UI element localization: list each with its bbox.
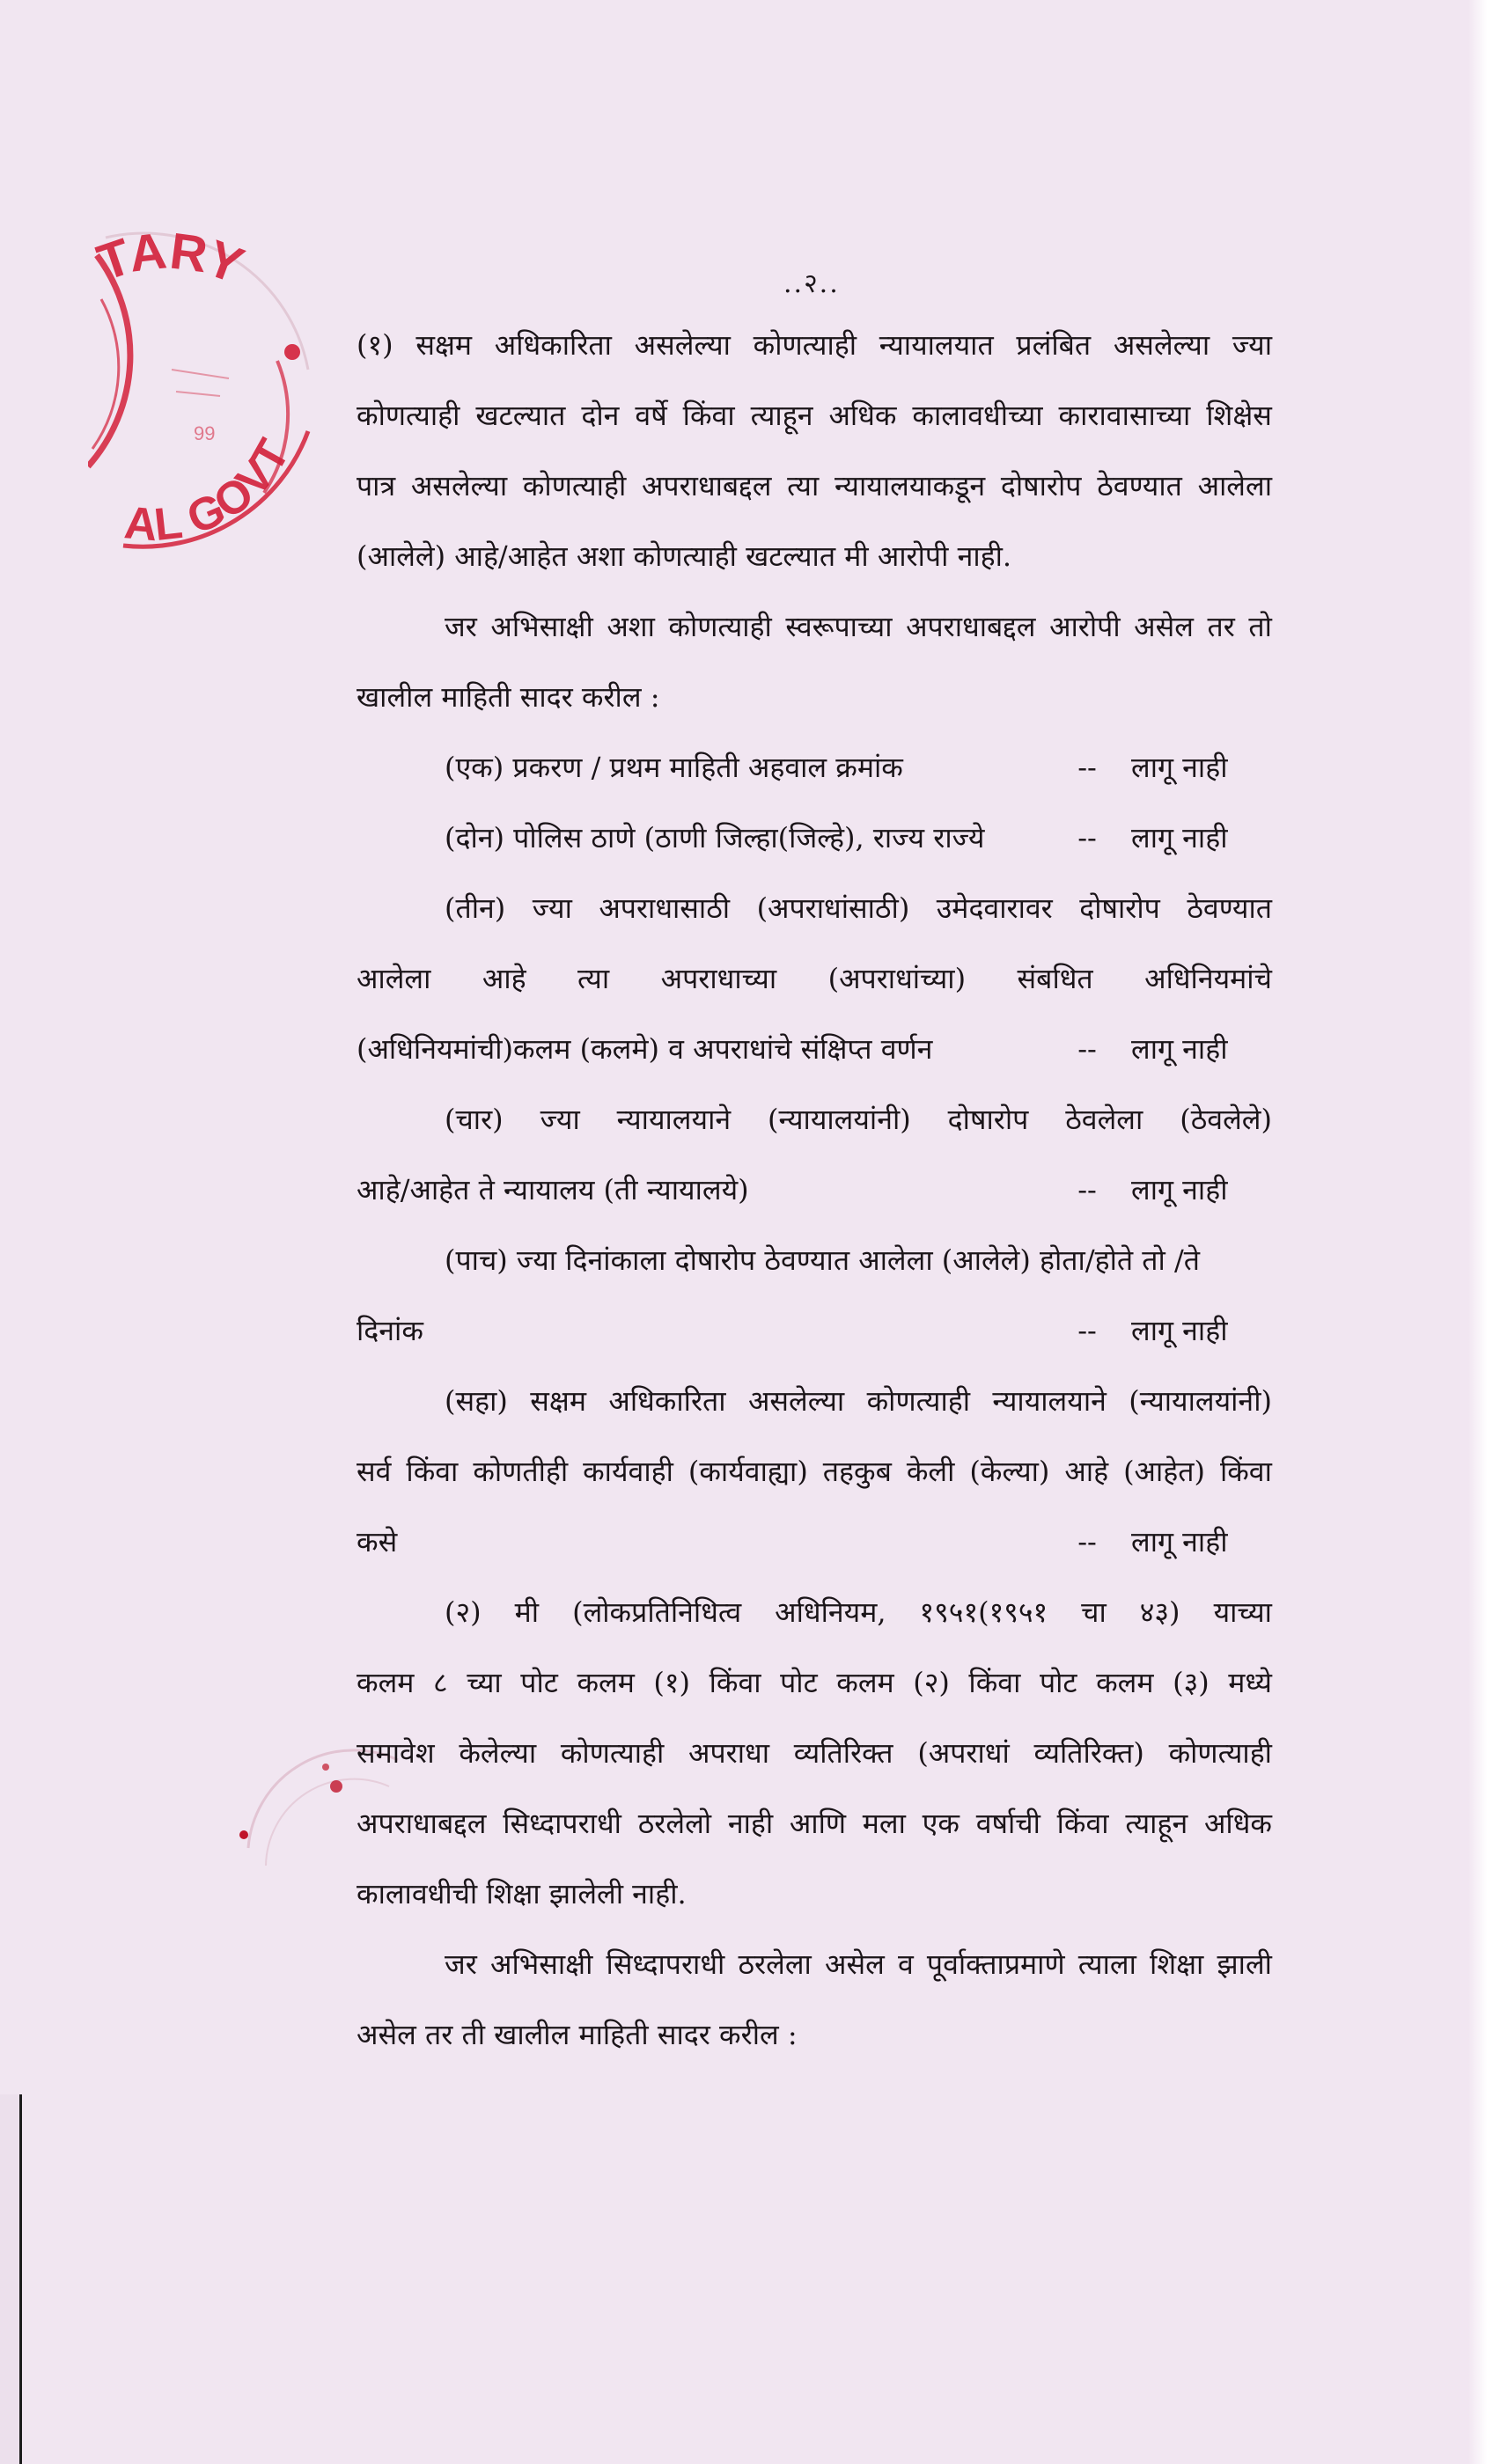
word: ज्या bbox=[532, 891, 572, 925]
word: पोट bbox=[1039, 1666, 1077, 1699]
word: कार्यवाही bbox=[583, 1455, 673, 1488]
word: मला bbox=[862, 1807, 906, 1840]
word: ४३) bbox=[1139, 1595, 1180, 1629]
word: असलेल्या bbox=[410, 469, 508, 502]
word: ठेवलेला bbox=[1065, 1103, 1143, 1136]
word: अधिनियम, bbox=[775, 1595, 886, 1629]
item-pach-dash: -- bbox=[1077, 1314, 1097, 1347]
item-don-value: लागू नाही bbox=[1131, 821, 1228, 854]
word: अपराधाबद्दल bbox=[357, 1807, 487, 1840]
para2-line2: खालील माहिती सादर करील : bbox=[357, 680, 660, 714]
word: कारावासाच्या bbox=[1058, 399, 1191, 432]
word: पूर्वाक्ताप्रमाणे bbox=[926, 1947, 1065, 1981]
word: (न्यायालयांनी) bbox=[768, 1103, 911, 1136]
word: (चार) bbox=[445, 1103, 504, 1136]
para4-line2: असेल तर ती खालील माहिती सादर करील : bbox=[357, 2018, 798, 2051]
word: ८ bbox=[432, 1666, 448, 1699]
word: ठेवण्यात bbox=[1097, 469, 1182, 502]
word: आरोपी bbox=[1049, 610, 1121, 643]
word: ठरलेलो bbox=[637, 1807, 712, 1840]
word: (३) bbox=[1173, 1666, 1210, 1699]
para1-line2 bbox=[357, 380, 1272, 451]
item-saha-line1 bbox=[357, 1366, 1272, 1436]
word: कोणत्याही bbox=[357, 399, 460, 432]
word: अधिक bbox=[828, 399, 897, 432]
word: (अपराधां bbox=[917, 1736, 1010, 1770]
page-number: ..२.. bbox=[783, 268, 840, 299]
word: तो bbox=[1248, 610, 1272, 643]
word: शिक्षा bbox=[1150, 1947, 1204, 1981]
word: स्वरूपाच्या bbox=[785, 610, 893, 643]
word: व्यतिरिक्त bbox=[793, 1736, 893, 1770]
word: न्यायालयात bbox=[879, 328, 994, 362]
word: (तीन) bbox=[445, 891, 506, 925]
item-ek-value: लागू नाही bbox=[1131, 751, 1228, 784]
word: (२) bbox=[913, 1666, 950, 1699]
item-ek-dash: -- bbox=[1077, 751, 1097, 784]
word: केलेल्या bbox=[459, 1736, 537, 1770]
word: अभिसाक्षी bbox=[490, 610, 593, 643]
word: कलम bbox=[357, 1666, 415, 1699]
word: न्यायालयाने bbox=[992, 1384, 1107, 1418]
word: आहे bbox=[482, 962, 526, 995]
word: संबधित bbox=[1017, 962, 1093, 995]
item-don-label: (दोन) पोलिस ठाणे (ठाणी जिल्हा(जिल्हे), राज्य राज्ये bbox=[445, 821, 985, 854]
word: ज्या bbox=[1232, 328, 1272, 362]
word: असलेल्या bbox=[747, 1384, 845, 1418]
word: (सहा) bbox=[445, 1384, 508, 1418]
word: असलेल्या bbox=[1113, 328, 1210, 362]
word: एक bbox=[922, 1807, 960, 1840]
word: व्यतिरिक्त) bbox=[1033, 1736, 1144, 1770]
item-saha-line2 bbox=[357, 1436, 1272, 1507]
official-stamp bbox=[88, 202, 317, 554]
para2-line1 bbox=[357, 591, 1272, 662]
word: वर्षे bbox=[635, 399, 667, 432]
word: कोणत्याही bbox=[522, 469, 627, 502]
page-edge-right bbox=[1468, 0, 1500, 2464]
word: कोणत्याही bbox=[753, 328, 857, 362]
word: दोषारोप bbox=[947, 1103, 1029, 1136]
item-char-value: लागू नाही bbox=[1131, 1173, 1228, 1206]
word: आलेला bbox=[1197, 469, 1272, 502]
word: प्रलंबित bbox=[1016, 328, 1092, 362]
word: सक्षम bbox=[530, 1384, 586, 1418]
word: कोणत्याही bbox=[560, 1736, 665, 1770]
word: पात्र bbox=[357, 469, 396, 502]
item-teen-row bbox=[357, 1014, 1272, 1084]
stamp-year: 99 bbox=[194, 422, 216, 444]
item-don-row bbox=[357, 803, 1272, 873]
word: चा bbox=[1081, 1595, 1107, 1629]
item-char-row bbox=[357, 1155, 1272, 1225]
word: किंवा bbox=[682, 399, 735, 432]
svg-text:TARY bbox=[91, 222, 251, 295]
word: आहे bbox=[1064, 1455, 1109, 1488]
word: किंवा bbox=[1056, 1807, 1109, 1840]
word: दोषारोप bbox=[1000, 469, 1082, 502]
word: आणि bbox=[789, 1807, 847, 1840]
word: सक्षम bbox=[415, 328, 473, 362]
word: १९५१(१९५१ bbox=[919, 1595, 1048, 1629]
word: न्यायालयाने bbox=[616, 1103, 732, 1136]
word: (आहेत) bbox=[1123, 1455, 1205, 1488]
word: (अपराधांसाठी) bbox=[756, 891, 910, 925]
word: सिध्दापराधी bbox=[503, 1807, 621, 1840]
item-char-dash: -- bbox=[1077, 1173, 1097, 1206]
word: असलेल्या bbox=[634, 328, 731, 362]
word: (१) bbox=[653, 1666, 691, 1699]
word: समावेश bbox=[357, 1736, 435, 1770]
para1-line3 bbox=[357, 451, 1272, 521]
word: खटल्यात bbox=[475, 399, 566, 432]
svg-text:AL GOVT bbox=[122, 431, 300, 551]
word: जर bbox=[445, 610, 477, 643]
word: कोणत्याही bbox=[668, 610, 772, 643]
word: तर bbox=[1207, 610, 1235, 643]
word: मध्ये bbox=[1228, 1666, 1272, 1699]
word: कोणतीही bbox=[473, 1455, 569, 1488]
item-pach-value: लागू नाही bbox=[1131, 1314, 1228, 1347]
word: याच्या bbox=[1213, 1595, 1272, 1629]
word: किंवा bbox=[1219, 1455, 1272, 1488]
item-teen-line2 bbox=[357, 943, 1272, 1014]
word: कलम bbox=[1096, 1666, 1154, 1699]
word: त्याला bbox=[1077, 1947, 1136, 1981]
word: अधिकारिता bbox=[608, 1384, 726, 1418]
stamp-text-top: TARY bbox=[90, 222, 252, 296]
word: मी bbox=[514, 1595, 540, 1629]
item-char-line1 bbox=[357, 1084, 1272, 1155]
word: (अपराधांच्या) bbox=[827, 962, 967, 995]
word: अपराधाबद्दल bbox=[906, 610, 1036, 643]
item-don-dash: -- bbox=[1077, 821, 1097, 854]
word: असेल bbox=[825, 1947, 885, 1981]
word: किंवा bbox=[968, 1666, 1021, 1699]
word: किंवा bbox=[709, 1666, 761, 1699]
para1-line1 bbox=[357, 310, 1272, 380]
word: आलेला bbox=[357, 962, 431, 995]
item-teen-line1 bbox=[357, 873, 1272, 943]
para3-line1 bbox=[357, 1577, 1272, 1647]
word: न्यायालयाकडून bbox=[834, 469, 986, 502]
item-pach-row bbox=[357, 1295, 1272, 1366]
word: शिक्षेस bbox=[1206, 399, 1272, 432]
word: असेल bbox=[1134, 610, 1194, 643]
word: जर bbox=[445, 1947, 477, 1981]
document-body bbox=[357, 257, 1272, 2070]
word: त्याहून bbox=[1125, 1807, 1188, 1840]
para1-line4: (आलेले) आहे/आहेत अशा कोणत्याही खटल्यात मी आरोपी नाही. bbox=[357, 539, 1012, 573]
word: त्या bbox=[787, 469, 820, 502]
word: (ठेवलेले) bbox=[1180, 1103, 1272, 1136]
word: (१) bbox=[357, 328, 393, 362]
word: वर्षाची bbox=[975, 1807, 1040, 1840]
item-saha-value: लागू नाही bbox=[1131, 1525, 1228, 1558]
para4-line1 bbox=[357, 1929, 1272, 1999]
word: च्या bbox=[467, 1666, 502, 1699]
word: केली bbox=[906, 1455, 955, 1488]
item-saha-dash: -- bbox=[1077, 1525, 1097, 1558]
para3-line5: कालावधीची शिक्षा झालेली नाही. bbox=[357, 1877, 687, 1910]
word: त्या bbox=[577, 962, 610, 995]
item-pach-label: दिनांक bbox=[357, 1314, 423, 1347]
item-teen-label: (अधिनियमांची)कलम (कलमे) व अपराधांचे संक्षिप्त वर्णन bbox=[357, 1032, 933, 1066]
para3-line2 bbox=[357, 1647, 1272, 1718]
item-pach-line1: (पाच) ज्या दिनांकाला दोषारोप ठेवण्यात आलेला (आलेले) होता/होते तो /ते bbox=[445, 1243, 1201, 1277]
word: त्याहून bbox=[750, 399, 813, 432]
stamp-text-bottom: AL GOVT bbox=[121, 431, 300, 552]
item-saha-row bbox=[357, 1507, 1272, 1577]
word: उमेदवारावर bbox=[936, 891, 1053, 925]
word: पोट bbox=[520, 1666, 558, 1699]
word: सिध्दापराधी bbox=[606, 1947, 725, 1981]
word: नाही bbox=[727, 1807, 774, 1840]
word: (२) bbox=[445, 1595, 482, 1629]
word: कलम bbox=[836, 1666, 894, 1699]
para3-line3 bbox=[357, 1718, 1272, 1788]
word: ठेवण्यात bbox=[1187, 891, 1272, 925]
item-ek-row bbox=[357, 732, 1272, 803]
word: पोट bbox=[780, 1666, 818, 1699]
word: अपराधा bbox=[688, 1736, 769, 1770]
word: किंवा bbox=[406, 1455, 459, 1488]
word: कलम bbox=[577, 1666, 635, 1699]
item-teen-value: लागू नाही bbox=[1131, 1032, 1228, 1066]
item-ek-label: (एक) प्रकरण / प्रथम माहिती अहवाल क्रमांक bbox=[445, 751, 903, 784]
word: अपराधाबद्दल bbox=[641, 469, 772, 502]
word: ज्या bbox=[540, 1103, 580, 1136]
word: व bbox=[897, 1947, 914, 1981]
word: अधिक bbox=[1203, 1807, 1272, 1840]
word: कोणत्याही bbox=[866, 1384, 971, 1418]
word: अपराधासाठी bbox=[599, 891, 731, 925]
word: सर्व bbox=[357, 1455, 392, 1488]
word: अपराधाच्या bbox=[660, 962, 777, 995]
word: तहकुब bbox=[822, 1455, 892, 1488]
word: दोषारोप bbox=[1079, 891, 1160, 925]
word: झाली bbox=[1217, 1947, 1272, 1981]
word: ठरलेला bbox=[738, 1947, 812, 1981]
item-saha-label: कसे bbox=[357, 1525, 398, 1558]
word: अधिकारिता bbox=[494, 328, 612, 362]
item-char-label: आहे/आहेत ते न्यायालय (ती न्यायालये) bbox=[357, 1173, 749, 1206]
page-edge-left bbox=[0, 2094, 22, 2464]
word: दोन bbox=[581, 399, 620, 432]
word: (लोकप्रतिनिधित्व bbox=[572, 1595, 742, 1629]
word: (केल्या) bbox=[969, 1455, 1050, 1488]
para3-line4 bbox=[357, 1788, 1272, 1859]
item-teen-dash: -- bbox=[1077, 1032, 1097, 1066]
word: (न्यायालयांनी) bbox=[1129, 1384, 1272, 1418]
word: (कार्यवाह्या) bbox=[688, 1455, 808, 1488]
ink-dot bbox=[239, 1830, 248, 1839]
word: कोणत्याही bbox=[1168, 1736, 1272, 1770]
word: अधिनियमांचे bbox=[1144, 962, 1272, 995]
word: अशा bbox=[607, 610, 655, 643]
word: अभिसाक्षी bbox=[490, 1947, 593, 1981]
word: कालावधीच्या bbox=[912, 399, 1043, 432]
